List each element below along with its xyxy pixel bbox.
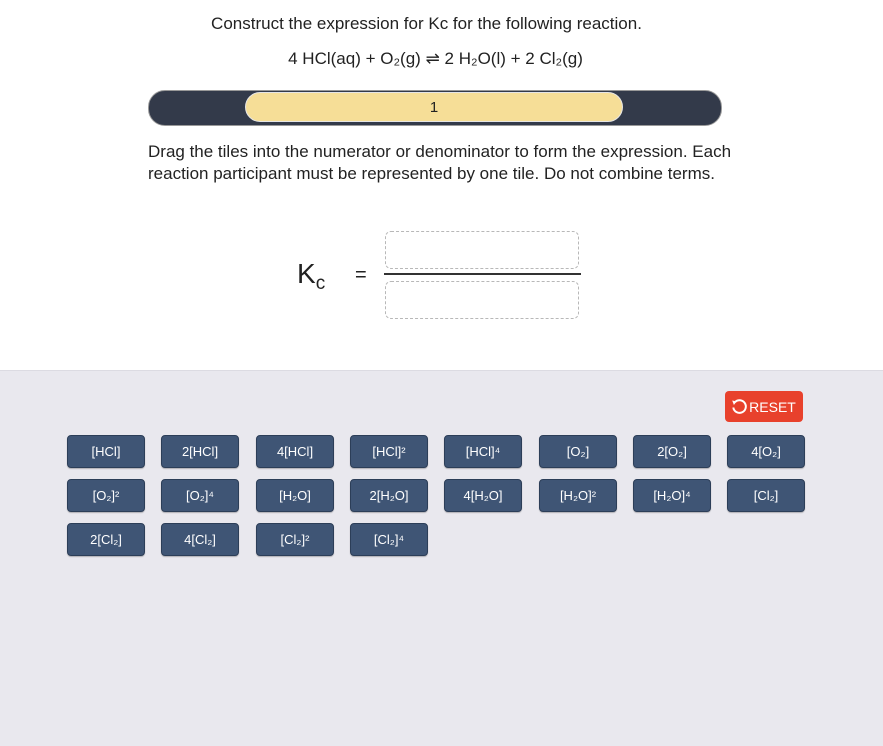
- fraction-bar: [384, 273, 581, 275]
- k-letter: K: [297, 258, 316, 289]
- answer-tile[interactable]: 4[Cl₂]: [161, 523, 239, 556]
- answer-tile[interactable]: 2[O₂]: [633, 435, 711, 468]
- answer-tile[interactable]: [H₂O]: [256, 479, 334, 512]
- answer-tile[interactable]: [Cl₂]²: [256, 523, 334, 556]
- answer-tile[interactable]: 4[HCl]: [256, 435, 334, 468]
- answer-tile[interactable]: [Cl₂]: [727, 479, 805, 512]
- answer-tile[interactable]: 2[H₂O]: [350, 479, 428, 512]
- answer-tile[interactable]: [Cl₂]⁴: [350, 523, 428, 556]
- answer-tile[interactable]: 2[Cl₂]: [67, 523, 145, 556]
- reset-button[interactable]: [725, 391, 803, 422]
- answer-tile[interactable]: [H₂O]²: [539, 479, 617, 512]
- answer-tile[interactable]: 4[O₂]: [727, 435, 805, 468]
- answer-tile[interactable]: 2[HCl]: [161, 435, 239, 468]
- answer-tile[interactable]: [O₂]: [539, 435, 617, 468]
- reset-label: RESET: [749, 398, 796, 415]
- equals-sign: =: [355, 264, 367, 286]
- answer-tile[interactable]: [HCl]: [67, 435, 145, 468]
- progress-bar: [148, 90, 722, 126]
- tile-tray: [0, 370, 883, 746]
- answer-tile[interactable]: [HCl]⁴: [444, 435, 522, 468]
- kc-symbol: [297, 258, 325, 295]
- answer-tile[interactable]: [HCl]²: [350, 435, 428, 468]
- progress-step-label: 1: [245, 92, 623, 122]
- question-title: Construct the expression for Kc for the following reaction.: [211, 14, 642, 33]
- answer-tile[interactable]: [O₂]⁴: [161, 479, 239, 512]
- answer-tile[interactable]: 4[H₂O]: [444, 479, 522, 512]
- answer-tile[interactable]: [H₂O]⁴: [633, 479, 711, 512]
- reset-icon: [730, 398, 748, 416]
- k-subscript: c: [315, 273, 326, 294]
- reaction-equation: 4 HCl(aq) + O₂(g) ⇌ 2 H₂O(l) + 2 Cl₂(g): [288, 49, 583, 68]
- answer-tile[interactable]: [O₂]²: [67, 479, 145, 512]
- numerator-dropzone[interactable]: [385, 231, 579, 269]
- instructions: Drag the tiles into the numerator or denominator to form the expression. Each reaction participant must be represented by one tile. Do not combine terms.: [148, 142, 732, 183]
- question-panel: [0, 0, 883, 370]
- denominator-dropzone[interactable]: [385, 281, 579, 319]
